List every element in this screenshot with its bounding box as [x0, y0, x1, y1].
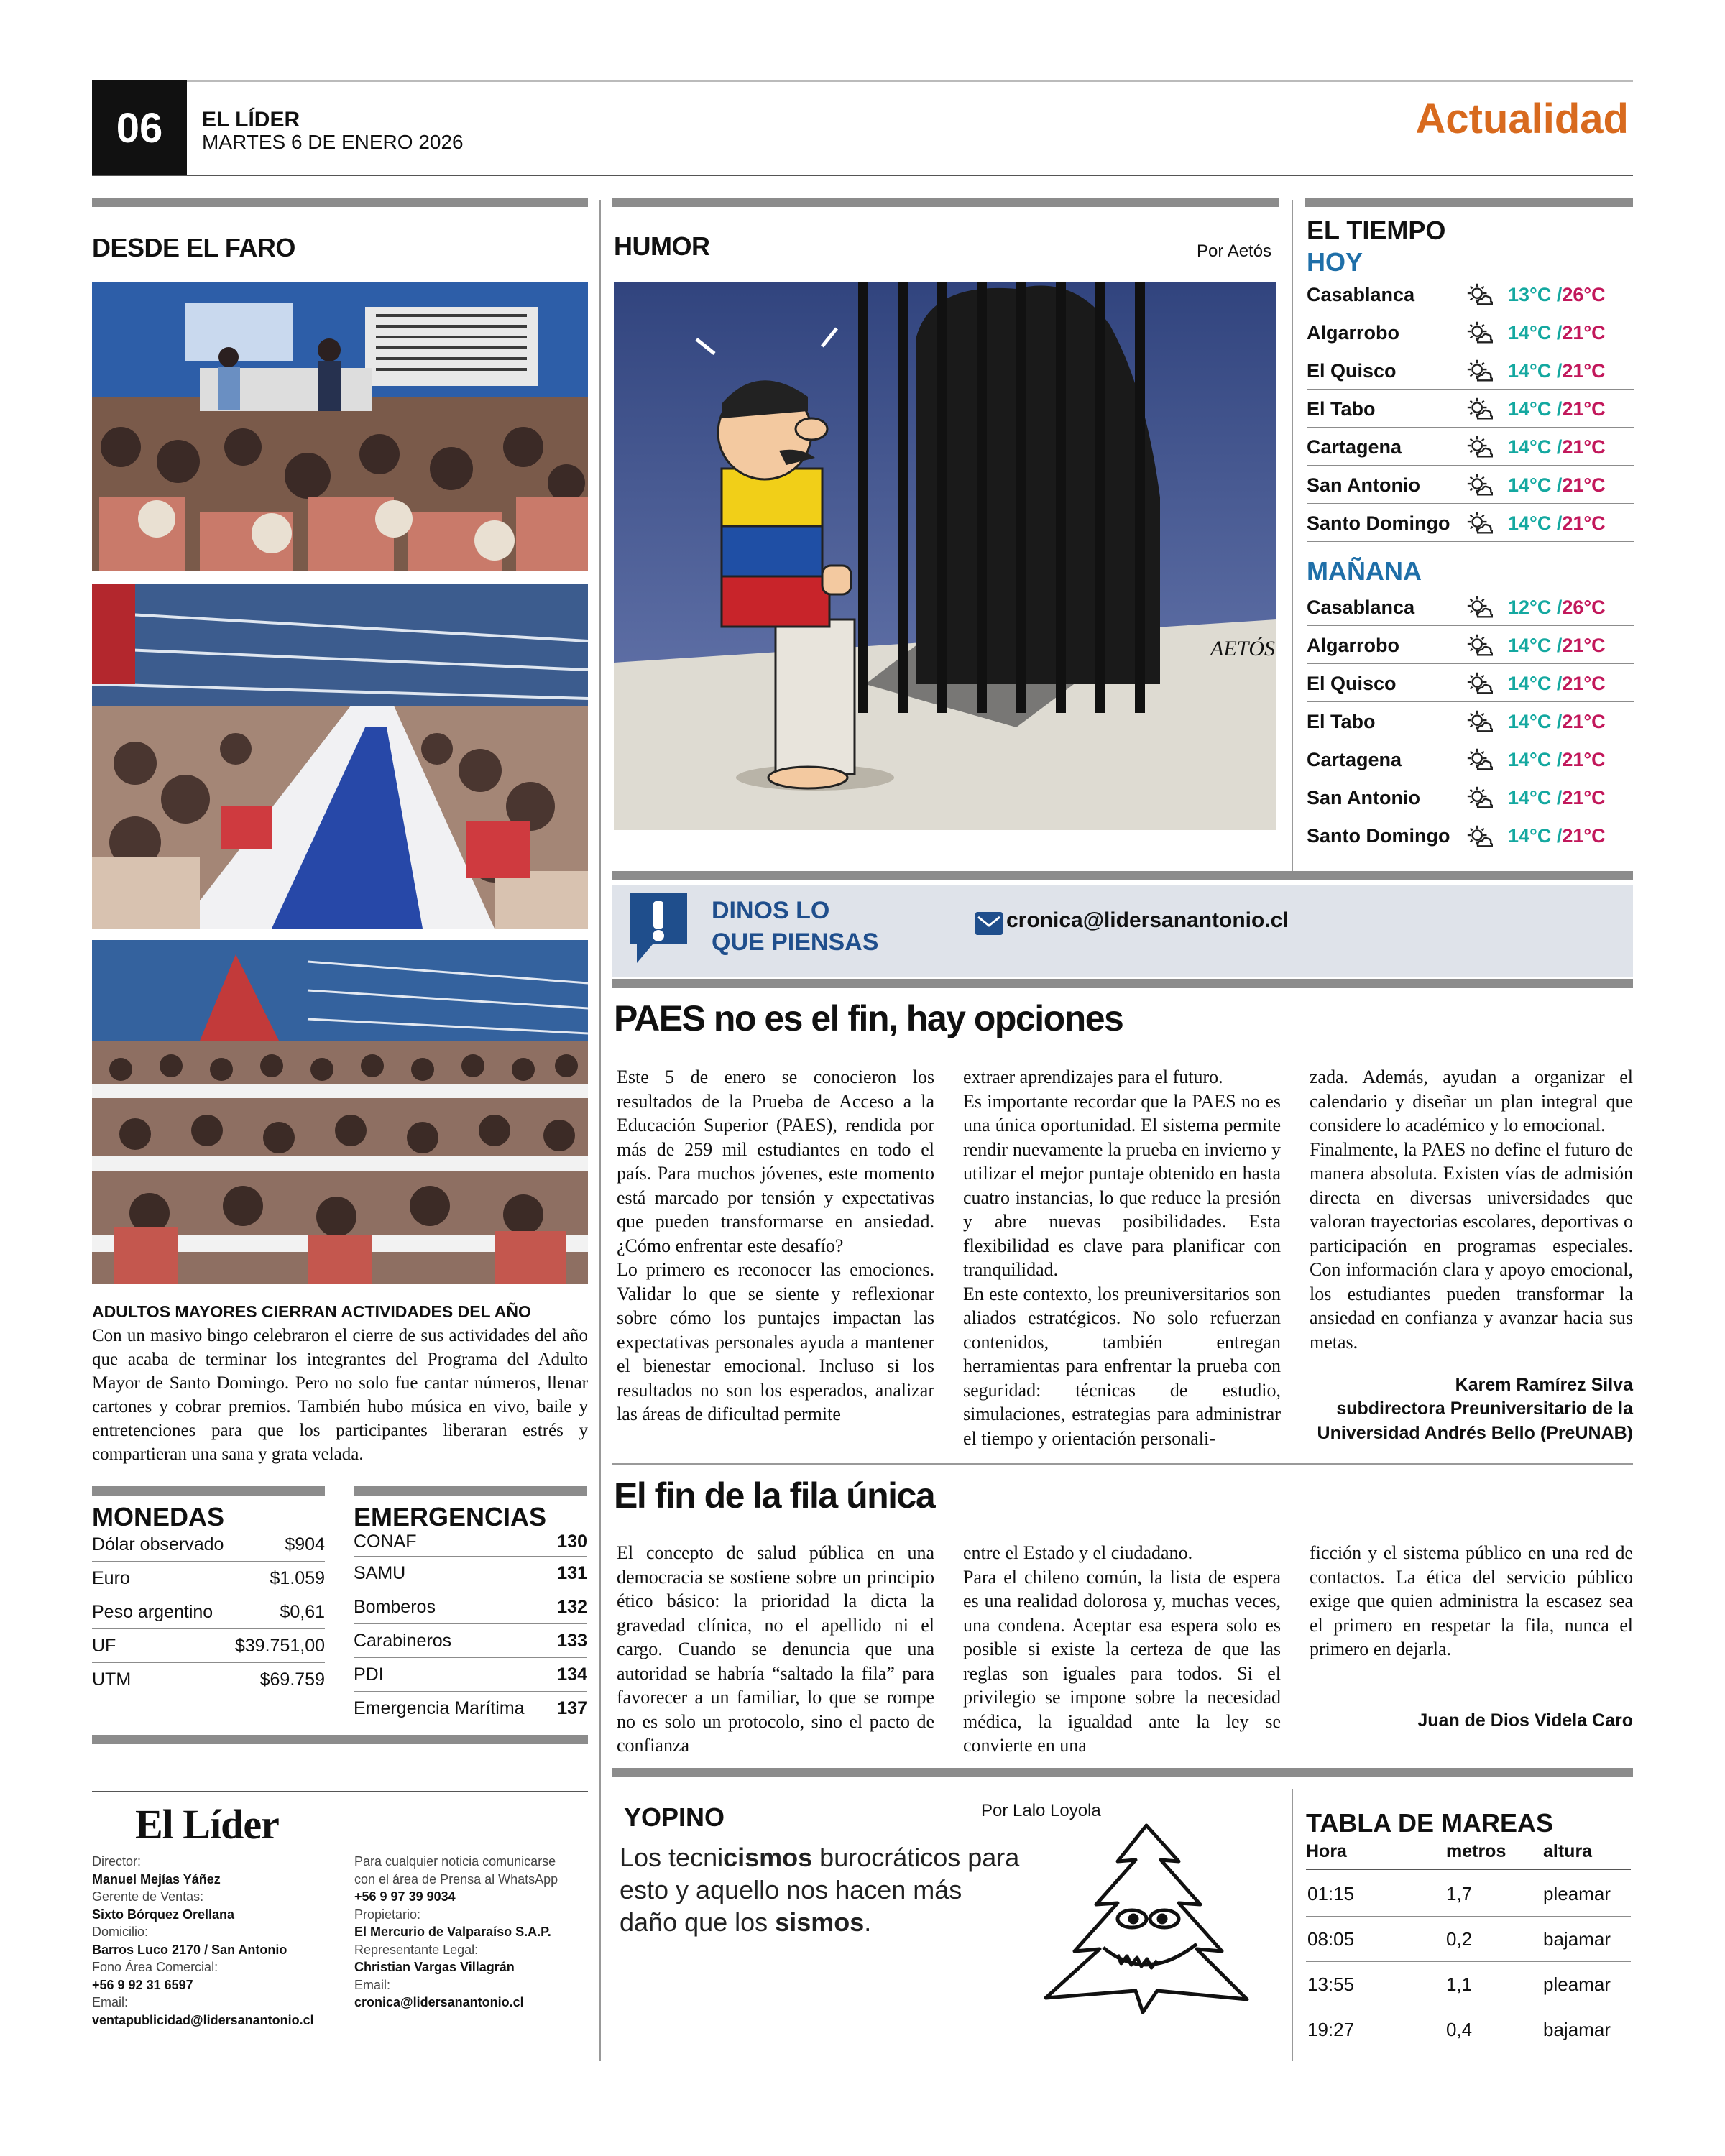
mareas-title: TABLA DE MAREAS	[1306, 1808, 1553, 1838]
masthead-staff-left	[92, 1853, 336, 2029]
emergency-label: SAMU	[354, 1562, 406, 1583]
weather-temps: 14°C /21°C	[1508, 321, 1606, 344]
weather-row	[1307, 665, 1634, 702]
staff-label: Email:	[354, 1977, 391, 1992]
mareas-header: altura	[1543, 1841, 1593, 1861]
staff-label: Para cualquier noticia comunicarse	[354, 1854, 556, 1869]
weather-city: Cartagena	[1307, 436, 1402, 458]
currency-label: Peso argentino	[92, 1601, 213, 1622]
yopino-text	[620, 1841, 1022, 1938]
emergency-row	[354, 1692, 587, 1726]
section-bar	[612, 979, 1633, 988]
tide-row	[1306, 1871, 1631, 1917]
partly-sunny-icon	[1450, 746, 1508, 773]
paper-name: EL LÍDER	[202, 108, 300, 132]
temp-high: 21°C	[1562, 710, 1606, 732]
yopino-title: YOPINO	[624, 1802, 725, 1832]
humor-title: HUMOR	[614, 231, 710, 261]
mareas-header: Hora	[1306, 1841, 1347, 1861]
temp-high: 21°C	[1562, 512, 1606, 534]
staff-label: Director:	[92, 1854, 142, 1869]
weather-row	[1307, 315, 1634, 351]
staff-label: Representante Legal:	[354, 1942, 479, 1957]
paes-author-name: Karem Ramírez Silva	[1455, 1375, 1633, 1395]
mareas-headers	[1306, 1841, 1631, 1870]
weather-temps: 14°C /21°C	[1508, 359, 1606, 382]
weather-city: Santo Domingo	[1307, 825, 1450, 847]
temp-high: 21°C	[1562, 359, 1606, 382]
emergency-label: Bomberos	[354, 1596, 436, 1617]
section-bar	[92, 1735, 588, 1744]
paes-column-1	[617, 1065, 934, 1427]
partly-sunny-icon	[1450, 823, 1508, 850]
weather-row	[1307, 589, 1634, 626]
temp-high: 21°C	[1562, 786, 1606, 808]
paragraph: Lo primero es reconocer las emociones. Validar lo que se siente y reflexionar sobre cómo los puntajes impactan las expectativas personales ayuda a mantener el bienestar emocional. Incluso si los resultados no son los esperados, analizar las áreas de dificultad permite	[617, 1259, 934, 1424]
weather-city: Algarrobo	[1307, 321, 1400, 344]
weather-city: Casablanca	[1307, 596, 1415, 618]
currency-row	[92, 1528, 325, 1562]
weather-temps: 14°C /21°C	[1508, 825, 1606, 847]
weather-city: San Antonio	[1307, 474, 1420, 496]
partly-sunny-icon	[1450, 319, 1508, 346]
weather-row	[1307, 704, 1634, 740]
photo-bingo-hall	[92, 584, 588, 929]
yopino-text-part: .	[864, 1907, 872, 1937]
weather-city: El Tabo	[1307, 710, 1376, 732]
dinos-title-2: QUE PIENSAS	[712, 929, 879, 956]
dinos-title-1: DINOS LO	[712, 897, 830, 924]
tide-type: bajamar	[1543, 2019, 1611, 2040]
temp-low: 14°C	[1508, 512, 1552, 534]
currency-value: $69.759	[259, 1669, 325, 1690]
currency-value: $1.059	[270, 1567, 325, 1588]
temp-low: 14°C	[1508, 825, 1552, 847]
temp-high: 21°C	[1562, 672, 1606, 694]
monedas-bar	[92, 1486, 325, 1496]
temp-low: 12°C	[1508, 596, 1552, 618]
emergency-row	[354, 1590, 587, 1624]
weather-city: El Quisco	[1307, 672, 1397, 694]
mail-icon	[975, 911, 1003, 936]
weather-row	[1307, 505, 1634, 542]
temp-high: 21°C	[1562, 436, 1606, 458]
temp-low: 14°C	[1508, 786, 1552, 808]
weather-row	[1307, 429, 1634, 466]
weather-temps: 14°C /21°C	[1508, 634, 1606, 656]
partly-sunny-icon	[1450, 357, 1508, 384]
currency-label: UF	[92, 1635, 116, 1656]
fila-column-3	[1310, 1541, 1633, 1662]
paes-author-role: subdirectora Preuniversitario de la	[1336, 1399, 1633, 1419]
emergency-row	[354, 1658, 587, 1692]
section-bar	[612, 198, 1279, 207]
temp-high: 26°C	[1562, 596, 1606, 618]
currency-value: $39.751,00	[234, 1635, 325, 1656]
emergency-number: 130	[557, 1531, 587, 1552]
tide-time: 08:05	[1307, 1927, 1355, 1950]
paragraph: En este contexto, los preuniversitarios son aliados estratégicos. No solo refuerzan contenidos, también entregan herramientas para enfrentar la prueba con seguridad: técnicas de estudio, simulaciones, estrategias para administrar el tiempo y orientación personali-	[963, 1283, 1281, 1449]
staff-label: Fono Área Comercial:	[92, 1960, 218, 1974]
tide-meters: 1,7	[1446, 1882, 1473, 1904]
page-number: 06	[92, 80, 187, 175]
yopino-text-part: burocráticos para esto y aquello nos hacen más daño que los	[620, 1843, 1020, 1937]
paes-author-role: Universidad Andrés Bello (PreUNAB)	[1317, 1423, 1633, 1443]
desde-el-faro-title: DESDE EL FARO	[92, 233, 295, 262]
weather-temps: 14°C /21°C	[1508, 672, 1606, 694]
currency-label: UTM	[92, 1669, 132, 1690]
weather-row	[1307, 742, 1634, 778]
staff-value: +56 9 92 31 6597	[92, 1977, 193, 1992]
weather-row	[1307, 467, 1634, 504]
staff-value: Barros Luco 2170 / San Antonio	[92, 1942, 288, 1957]
cartoon-signature: AETÓS	[1210, 637, 1275, 660]
tide-row	[1306, 2007, 1631, 2053]
header-top-rule	[92, 80, 1633, 82]
emergency-number: 134	[557, 1664, 587, 1685]
weather-city: Santo Domingo	[1307, 512, 1450, 534]
tide-time: 01:15	[1307, 1882, 1355, 1904]
mareas-header: metros	[1446, 1841, 1506, 1861]
weather-city: Cartagena	[1307, 748, 1402, 770]
weather-city: El Tabo	[1307, 397, 1376, 420]
weather-row	[1307, 627, 1634, 664]
emergency-row	[354, 1557, 587, 1590]
currency-row	[92, 1562, 325, 1595]
paper-date: MARTES 6 DE ENERO 2026	[202, 131, 464, 153]
paes-title: PAES no es el fin, hay opciones	[614, 998, 1123, 1038]
temp-low: 14°C	[1508, 748, 1552, 770]
masthead-staff-right	[354, 1853, 588, 2012]
paragraph: extraer aprendizajes para el futuro.	[963, 1067, 1223, 1087]
staff-value: Sixto Bórquez Orellana	[92, 1907, 235, 1922]
paragraph: ficción y el sistema público en una red de contactos. La ética del servicio público exige que quien administra la escasez sea el primero en respetar la fila, nunca el primero en dejarla.	[1310, 1542, 1633, 1659]
paragraph: zada. Además, ayudan a organizar el calendario y diseñar un plan integral que considere lo académico y lo emocional.	[1310, 1067, 1633, 1135]
humor-cartoon	[614, 282, 1276, 830]
partly-sunny-icon	[1450, 670, 1508, 697]
paragraph: Este 5 de enero se conocieron los resultados de la Prueba de Acceso a la Educación Superior (PAES), rendida por más de 259 mil estudiantes en todo el país. Para muchos jóvenes, este momento está marcado por tensión y expectativas que pueden transformarse en ansiedad. ¿Cómo enfrentar este desafío?	[617, 1067, 934, 1256]
weather-row	[1307, 391, 1634, 428]
emergency-number: 133	[557, 1630, 587, 1651]
temp-high: 21°C	[1562, 748, 1606, 770]
currency-row	[92, 1629, 325, 1663]
weather-tomorrow-label: MAÑANA	[1307, 556, 1422, 586]
masthead-logo: El Líder	[135, 1801, 279, 1848]
temp-low: 14°C	[1508, 321, 1552, 344]
tide-type: pleamar	[1543, 1973, 1611, 1995]
staff-label: Email:	[92, 1995, 129, 2009]
column-divider	[1292, 200, 1293, 875]
emergency-label: PDI	[354, 1664, 384, 1685]
masthead-rule	[92, 1791, 588, 1792]
temp-low: 13°C	[1508, 283, 1552, 305]
weather-temps: 14°C /21°C	[1508, 748, 1606, 770]
temp-high: 21°C	[1562, 474, 1606, 496]
temp-high: 21°C	[1562, 321, 1606, 344]
tide-type: pleamar	[1543, 1882, 1611, 1904]
section-bar	[612, 871, 1633, 880]
partly-sunny-icon	[1450, 784, 1508, 811]
emergency-number: 137	[557, 1698, 587, 1718]
section-bar	[612, 1768, 1633, 1777]
temp-high: 21°C	[1562, 397, 1606, 420]
fila-column-2	[963, 1541, 1281, 1758]
tide-meters: 1,1	[1446, 1973, 1473, 1995]
weather-row	[1307, 353, 1634, 390]
temp-low: 14°C	[1508, 634, 1552, 656]
dinos-email[interactable]: cronica@lidersanantonio.cl	[1006, 908, 1289, 932]
staff-label: con el área de Prensa al WhatsApp	[354, 1871, 558, 1886]
tide-time: 19:27	[1307, 2019, 1355, 2040]
emergency-label: Carabineros	[354, 1630, 452, 1651]
weather-row	[1307, 277, 1634, 313]
partly-sunny-icon	[1450, 510, 1508, 537]
emergency-label: CONAF	[354, 1531, 417, 1552]
temp-high: 21°C	[1562, 634, 1606, 656]
temp-low: 14°C	[1508, 397, 1552, 420]
emergencias-title: EMERGENCIAS	[354, 1502, 547, 1531]
emergency-row	[354, 1528, 587, 1557]
emergency-number: 132	[557, 1596, 587, 1617]
partly-sunny-icon	[1450, 471, 1508, 499]
fila-author: Juan de Dios Videla Caro	[1417, 1710, 1633, 1731]
partly-sunny-icon	[1450, 433, 1508, 461]
staff-label: Propietario:	[354, 1907, 421, 1922]
photo-caption-title: ADULTOS MAYORES CIERRAN ACTIVIDADES DEL AÑO	[92, 1302, 531, 1321]
emergency-label: Emergencia Marítima	[354, 1698, 525, 1718]
yopino-author: Por Lalo Loyola	[981, 1801, 1101, 1820]
column-divider	[1292, 1789, 1293, 2061]
temp-low: 14°C	[1508, 474, 1552, 496]
section-title: Actualidad	[1415, 96, 1629, 142]
yopino-text-emphasis: sismos	[775, 1907, 865, 1937]
yopino-text-emphasis: cismos	[723, 1843, 813, 1872]
paragraph: El concepto de salud pública en una democracia se sostiene sobre un principio ético básico: la prioridad la dicta la gravedad clínica, no el apellido ni el cargo. Cuando se denuncia que una autoridad se habría “saltado la fila” para favorecer a un familiar, lo que se rompe no es solo un protocolo, sino el pacto de confianza	[617, 1542, 934, 1756]
weather-row	[1307, 818, 1634, 854]
currency-value: $904	[285, 1534, 325, 1554]
weather-city: El Quisco	[1307, 359, 1397, 382]
emergencias-bar	[354, 1486, 587, 1496]
staff-value[interactable]: cronica@lidersanantonio.cl	[354, 1995, 524, 2009]
fila-column-1	[617, 1541, 934, 1758]
temp-low: 14°C	[1508, 436, 1552, 458]
tide-meters: 0,4	[1446, 2019, 1473, 2040]
partly-sunny-icon	[1450, 395, 1508, 423]
column-divider	[599, 200, 601, 2061]
weather-temps: 14°C /21°C	[1508, 512, 1606, 534]
tide-type: bajamar	[1543, 1927, 1611, 1950]
weather-temps: 12°C /26°C	[1508, 596, 1606, 618]
paragraph: Finalmente, la PAES no define el futuro de manera absoluta. Existen vías de admisión directa en diversas universidades que valoran trayectorias escolares, deportivas o participación en programas especiales. Con información clara y apoyo emocional, los estudiantes pueden transformar la ansiedad en confianza y avanzar hacia sus metas.	[1310, 1138, 1633, 1353]
weather-row	[1307, 780, 1634, 816]
monedas-title: MONEDAS	[92, 1502, 225, 1531]
header-bottom-rule	[92, 175, 1633, 176]
weather-temps: 13°C /26°C	[1508, 283, 1606, 305]
temp-low: 14°C	[1508, 359, 1552, 382]
pine-tree-drawing	[1010, 1818, 1276, 2028]
tide-row	[1306, 1917, 1631, 1962]
photo-bingo-crowd	[92, 940, 588, 1284]
partly-sunny-icon	[1450, 594, 1508, 621]
section-bar	[92, 198, 588, 207]
staff-label: Gerente de Ventas:	[92, 1889, 204, 1904]
currency-label: Euro	[92, 1567, 130, 1588]
photo-caption-text: Con un masivo bingo celebraron el cierre de sus actividades del año que acaba de terminar los integrantes del Programa del Adulto Mayor de Santo Domingo. Pero no solo fue cantar números, llenar cartones y cobrar premios. También hubo música en vivo, baile y entretenciones para que los participantes liberaran estrés y compartieran una sana y grata velada.	[92, 1326, 588, 1464]
weather-temps: 14°C /21°C	[1508, 397, 1606, 420]
temp-high: 21°C	[1562, 825, 1606, 847]
staff-value: +56 9 97 39 9034	[354, 1889, 456, 1904]
weather-temps: 14°C /21°C	[1508, 436, 1606, 458]
paragraph: Es importante recordar que la PAES no es una única oportunidad. El sistema permite rendir nuevamente la prueba en invierno y utilizar el mejor puntaje obtenido en hasta cuatro instancias, lo que reduce la presión y abre nuevas posibilidades. Esta flexibilidad es clave para planificar con tranquilidad.	[963, 1090, 1281, 1280]
weather-temps: 14°C /21°C	[1508, 710, 1606, 732]
weather-temps: 14°C /21°C	[1508, 474, 1606, 496]
weather-today-label: HOY	[1307, 247, 1363, 277]
paes-column-2	[963, 1065, 1281, 1450]
paragraph: entre el Estado y el ciudadano.	[963, 1542, 1193, 1563]
weather-city: Algarrobo	[1307, 634, 1400, 656]
temp-low: 14°C	[1508, 710, 1552, 732]
article-divider	[612, 1463, 1633, 1465]
weather-title: EL TIEMPO	[1307, 216, 1446, 245]
partly-sunny-icon	[1450, 708, 1508, 735]
tide-time: 13:55	[1307, 1973, 1355, 1995]
section-bar	[1305, 198, 1633, 207]
temp-high: 26°C	[1562, 283, 1606, 305]
currency-value: $0,61	[280, 1601, 325, 1622]
fila-title: El fin de la fila única	[614, 1475, 935, 1516]
yopino-text-part: Los tecni	[620, 1843, 724, 1872]
staff-label: Domicilio:	[92, 1925, 149, 1939]
emergency-row	[354, 1624, 587, 1658]
currency-label: Dólar observado	[92, 1534, 224, 1554]
dinos-exclamation-icon	[624, 888, 693, 969]
emergency-number: 131	[557, 1562, 587, 1583]
staff-value: Manuel Mejías Yáñez	[92, 1871, 221, 1886]
weather-city: San Antonio	[1307, 786, 1420, 808]
paes-column-3	[1310, 1065, 1633, 1354]
paragraph: Para el chileno común, la lista de espera es una realidad dolorosa y, muchas veces, una condena. Aceptar esa espera solo es posible si existe la certeza de que las reglas son iguales para todos. Si el privilegio se impone sobre la necesidad médica, la igualdad ante la ley se convierte en una	[963, 1566, 1281, 1756]
staff-value[interactable]: ventapublicidad@lidersanantonio.cl	[92, 2012, 314, 2027]
staff-value: El Mercurio de Valparaíso S.A.P.	[354, 1925, 551, 1939]
tide-meters: 0,2	[1446, 1927, 1473, 1950]
currency-row	[92, 1663, 325, 1697]
weather-temps: 14°C /21°C	[1508, 786, 1606, 808]
currency-row	[92, 1595, 325, 1629]
temp-low: 14°C	[1508, 672, 1552, 694]
partly-sunny-icon	[1450, 632, 1508, 659]
weather-city: Casablanca	[1307, 283, 1415, 305]
photo-bingo-stage	[92, 282, 588, 571]
staff-value: Christian Vargas Villagrán	[354, 1960, 515, 1974]
tide-row	[1306, 1962, 1631, 2007]
partly-sunny-icon	[1450, 281, 1508, 308]
humor-author: Por Aetós	[1197, 241, 1272, 261]
